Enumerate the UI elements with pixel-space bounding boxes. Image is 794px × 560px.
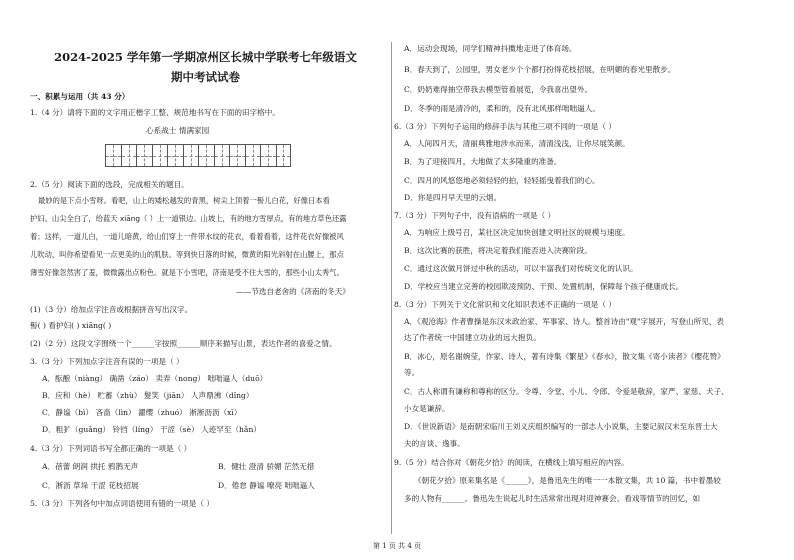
question-4-option[interactable]: D．倦怠 静谧 嘹亮 咄咄逼人 — [218, 481, 315, 490]
question-8-option-cont: 达了作者统一中国建立功业的远大抱负。 — [404, 333, 541, 342]
question-4-option[interactable]: B．健壮 澄清 骄媚 茫然无措 — [218, 462, 315, 471]
question-2-2[interactable]: (2)（2 分）这段文字围绕一个______字按照______顺序来描写山景，表达作者的喜爱之情。 — [30, 339, 337, 348]
grid-cell[interactable] — [121, 144, 137, 167]
exam-title-line1: 2024-2025 学年第一学期凉州区长城中学联考七年级语文 — [54, 50, 357, 64]
question-8-option-cont: 等。 — [404, 368, 420, 377]
question-2: 2.（5 分）阅读下面的选段，完成相关的题目。 — [30, 180, 189, 189]
question-9: 9.（5 分）结合你对《朝花夕拾》的阅读，在横线上填写相应的内容。 — [394, 458, 629, 467]
question-5-option[interactable]: B．春天到了，公园里，男女老少个个都打扮得花枝招展，在明媚的春光里散步。 — [404, 65, 676, 74]
question-8-option[interactable]: A．《观沧海》作者曹操是东汉末政治家、军事家、诗人。整首诗由"观"字展开，写登山所见，表 — [404, 317, 725, 326]
question-5: 5.（3 分）下列各句中加点词语使用有错的一项是（ ） — [30, 499, 214, 508]
question-7: 7.（3 分）下列句子中，没有语病的一项是（ ） — [394, 211, 556, 220]
question-2-1: (1)（3 分）给加点字注音或根据拼音写出汉字。 — [30, 305, 193, 314]
question-8-option[interactable]: B．冰心，原名谢婉莹，作家、诗人，著有诗集《繁星》《春水》，散文集《寄小读者》《樱花赞》 — [404, 352, 725, 361]
question-1-text: 心系战士 情满家园 — [146, 126, 210, 135]
question-3-option[interactable]: B．应和（hè） 贮蓄（zhù） 髮笑（jiān） 人声鼎沸（dǐng） — [42, 391, 254, 400]
page-footer: 第 1 页 共 4 页 — [372, 542, 422, 550]
question-5-option[interactable]: D．冬季的雨是清冷的，柔和的，没有北风那样咄咄逼人。 — [404, 104, 600, 113]
exam-title-line2: 期中考试试卷 — [171, 70, 240, 84]
grid-cell[interactable] — [105, 144, 121, 167]
grid-cell[interactable] — [167, 144, 183, 167]
question-7-option[interactable]: B．这次比赛的获胜，将决定着我们能否进入决赛阶段。 — [404, 246, 592, 255]
question-2-1-blanks[interactable]: 髻( ) 看护妇( ) xiāng( ) — [30, 321, 112, 330]
question-7-option[interactable]: A．为响应上级号召，某社区决定加快创建文明社区的规模与速度。 — [404, 228, 630, 237]
passage-line: 护妇。山尖全白了，给蓝天 xiāng（ ）上一道银边。山坡上，有的地方雪厚点，有的地方草色还露 — [30, 214, 347, 223]
passage-source: ——节选自老舍的《济南的冬天》 — [236, 287, 350, 296]
question-6-option[interactable]: A．人间四月天，清丽典雅地涉水而来，清清浅浅，让你尽展笑颜。 — [404, 139, 630, 148]
question-5-option[interactable]: A．运动会现场，同学们精神抖擞地走进了体育场。 — [404, 44, 577, 53]
question-6: 6.（3 分）下列句子运用的修辞手法与其他三项不同的一项是（ ） — [394, 122, 616, 131]
question-3: 3.（3 分）下列加点字注音有误的一项是（ ） — [30, 357, 184, 366]
passage-line: 着；这样，一道儿白，一道儿暗黄，给山们穿上一件带水纹的花衣，看着看着，这件花衣好像被风 — [30, 232, 344, 241]
section-heading: 一、积累与运用（共 43 分） — [30, 92, 130, 101]
question-6-option[interactable]: B．为了迎接四月，大地做了太多隆重的准备。 — [404, 157, 562, 166]
question-4-option[interactable]: C．淅沥 草垛 干涩 花枝招展 — [42, 481, 139, 490]
grid-cell[interactable] — [198, 144, 214, 167]
question-3-option[interactable]: C．静谧（bì） 吝啬（lìn） 濯缨（zhuó） 淅淅沥沥（xī） — [42, 408, 242, 417]
grid-cell[interactable] — [136, 144, 152, 167]
question-9-line[interactable]: 多的人物有______。鲁迅先生说起儿时生活常常出现对迎神赛会、看戏等情节的回忆，如 — [404, 494, 701, 503]
question-8: 8.（3 分）下列关于文化常识和文化知识表述不正确的一项是（ ） — [394, 300, 616, 309]
question-8-option-cont: 夫的言谈、逸事。 — [404, 439, 465, 448]
grid-cell[interactable] — [152, 144, 168, 167]
grid-cell[interactable] — [229, 144, 245, 167]
passage-line: 儿吹动，叫你希望看见一点更美的山的肌肤。等到快日落的时候，微黄的阳光斜射在山腰上，那点 — [30, 250, 344, 259]
question-4: 4.（3 分）下列词语书写全都正确的一项是（ ） — [30, 444, 192, 453]
question-3-option[interactable]: D．粗犷（guǎng） 铃铛（líng） 干涩（sè） 人迹罕至（hǎn） — [42, 425, 261, 434]
question-4-option[interactable]: A．蓓蕾 朗润 拱托 鸦鹊无声 — [42, 462, 139, 471]
question-7-option[interactable]: D．学校应当建立完善的校园欺凌预防、干预、处置机制，保障每个孩子健康成长。 — [404, 282, 684, 291]
question-8-option-cont: 小女是谦辞。 — [404, 404, 450, 413]
grid-cell[interactable] — [245, 144, 261, 167]
column-divider — [391, 42, 392, 534]
tianzige-grid[interactable] — [105, 144, 291, 168]
question-6-option[interactable]: D．你是四月早天里的云烟。 — [404, 193, 502, 202]
grid-cell[interactable] — [276, 144, 292, 167]
grid-cell[interactable] — [214, 144, 230, 167]
question-3-option[interactable]: A．酝酿（niàng） 确凿（záo） 卖弄（nong） 咄咄逼人（duō） — [42, 374, 268, 383]
passage-line: 最妙的是下点小雪呀。看吧，山上的矮松越发的青黑，树尖上顶着一髻儿白花，好像日本看 — [38, 196, 330, 205]
question-7-option[interactable]: C．通过这次做月饼过中秋的活动，可以丰富我们对传统文化的认识。 — [404, 264, 638, 273]
grid-cell[interactable] — [260, 144, 276, 167]
question-1: 1.（4 分）请将下面的文字用正楷字工整、规范地书写在下面的田字格中。 — [30, 108, 280, 117]
question-6-option[interactable]: C．四月的风悠悠地必须轻轻的拍，轻轻摇曳着我们的心。 — [404, 176, 600, 185]
question-8-option[interactable]: D．《世说新语》是南朝宋临川王刘义庆组织编写的一部志人小说集，主要记叙汉末至东晋士大 — [404, 422, 718, 431]
question-9-line[interactable]: 《朝花夕拾》原来集名是《______》，是鲁迅先生的唯一一本散文集，共 10 篇，书中着墨较 — [414, 476, 721, 485]
question-8-option[interactable]: C．古人称谓有谦称和尊称的区分。令尊、令堂、小儿、令郎、令爱是敬辞，家严、家慈、犬子、 — [404, 387, 729, 396]
grid-cell[interactable] — [183, 144, 199, 167]
passage-line: 薄雪好像忽然害了羞，微微露出点粉色。就是下小雪吧，济南是受不住大雪的，那些小山太秀气。 — [30, 268, 344, 277]
question-5-option[interactable]: C．奶奶难得抽空带我去模型管看展览，令我喜出望外。 — [404, 85, 593, 94]
